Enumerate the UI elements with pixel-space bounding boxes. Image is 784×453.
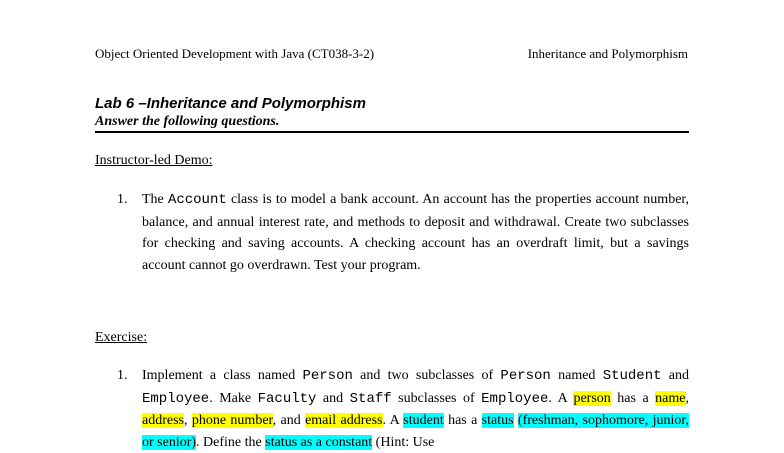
header-course-title: Object Oriented Development with Java (CT038-3-2) — [95, 46, 375, 61]
text-run: . A — [382, 413, 404, 428]
text-run: , — [184, 413, 192, 428]
text-run: . A — [548, 390, 574, 406]
text-run: (Hint: Use — [372, 434, 435, 450]
text-run: has a — [443, 413, 482, 428]
code-faculty: Faculty — [257, 390, 317, 407]
code-account: Account — [167, 192, 227, 208]
demo-heading: Instructor-led Demo: — [95, 153, 213, 168]
text-run: and two subclasses of — [352, 368, 501, 383]
highlight-status-values: (freshman, sophomore, junior, or senior) — [142, 413, 689, 450]
demo-item-text — [142, 189, 689, 276]
highlight-status: status — [481, 413, 514, 428]
lab-subtitle: Answer the following questions. — [95, 114, 280, 129]
lab-title: Lab 6 –Inheritance and Polymorphism — [95, 95, 366, 112]
header-lab-topic: Inheritance and Polymorphism — [527, 46, 688, 61]
text-run: and — [316, 390, 350, 406]
highlight-name: name — [655, 390, 686, 406]
text-run: . Make — [209, 390, 258, 406]
text-run: Implement a class named — [142, 368, 303, 383]
highlight-person: person — [573, 390, 611, 406]
highlight-phone-number: phone number — [191, 413, 273, 428]
exercise-item-number: 1. — [117, 368, 128, 383]
demo-item-number: 1. — [117, 192, 128, 207]
code-employee: Employee — [142, 390, 210, 407]
text-run: , and — [272, 413, 306, 428]
code-student: Student — [602, 368, 662, 384]
title-rule — [95, 131, 689, 133]
text-run: named — [550, 368, 603, 383]
highlight-address: address — [142, 413, 184, 428]
text-run: , — [685, 390, 689, 406]
highlight-status-constant: status as a constant — [265, 434, 373, 450]
text-run: class is to model a bank account. An account has the properties account number, balance, and annual interest rate, and methods to deposit and withdrawal. Create two subclasses for checking and saving accounts. A checking account has an overdraft limit, but a savings account cannot go overdrawn. Test your program. — [142, 192, 690, 273]
highlight-student: student — [403, 413, 444, 428]
text-run: has a — [610, 390, 656, 406]
text-run: The — [142, 192, 168, 207]
highlight-email-address: email address — [305, 413, 383, 428]
code-staff: Staff — [349, 390, 392, 407]
demo-item-1 — [117, 189, 689, 276]
text-run: . Define the — [196, 434, 266, 450]
code-person: Person — [302, 368, 353, 384]
exercise-heading: Exercise: — [95, 330, 148, 345]
text-run: subclasses of — [391, 390, 482, 406]
code-employee: Employee — [481, 390, 549, 407]
exercise-item-1 — [117, 365, 689, 453]
text-run: and — [661, 368, 689, 383]
code-person: Person — [500, 368, 551, 384]
exercise-item-text — [142, 365, 689, 453]
